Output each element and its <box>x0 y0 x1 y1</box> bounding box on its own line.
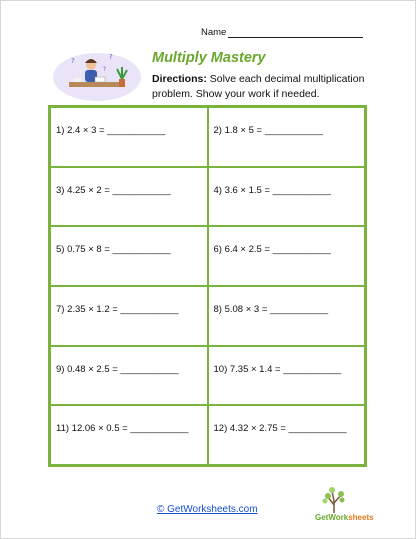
directions <box>152 72 380 102</box>
problem-cell: 2) 1.8 × 5 = ___________ <box>208 107 366 167</box>
directions-text: Solve each decimal multiplication problem. Show your work if needed. <box>152 73 365 100</box>
getworksheets-logo: GetWorksheets <box>315 513 374 522</box>
problem-cell: 3) 4.25 × 2 = ___________ <box>50 167 208 227</box>
problem-cell: 1) 2.4 × 3 = ___________ <box>50 107 208 167</box>
problem-cell: 6) 6.4 × 2.5 = ___________ <box>208 226 366 286</box>
directions-label: Directions: <box>152 73 207 85</box>
name-label: Name <box>201 27 227 38</box>
name-field <box>201 27 363 38</box>
problem-cell: 9) 0.48 × 2.5 = ___________ <box>50 346 208 406</box>
problem-grid <box>48 105 367 467</box>
problem-cell: 5) 0.75 × 8 = ___________ <box>50 226 208 286</box>
getworksheets-link[interactable]: © GetWorksheets.com <box>157 504 258 515</box>
svg-text:?: ? <box>103 66 107 73</box>
svg-text:?: ? <box>109 53 113 61</box>
problem-cell: 7) 2.35 × 1.2 = ___________ <box>50 286 208 346</box>
problem-cell: 4) 3.6 × 1.5 = ___________ <box>208 167 366 227</box>
problem-cell: 11) 12.06 × 0.5 = ___________ <box>50 405 208 465</box>
problem-cell: 10) 7.35 × 1.4 = ___________ <box>208 346 366 406</box>
student-illustration <box>51 45 143 103</box>
problem-cell: 8) 5.08 × 3 = ___________ <box>208 286 366 346</box>
svg-text:?: ? <box>71 57 75 65</box>
problem-cell: 12) 4.32 × 2.75 = ___________ <box>208 405 366 465</box>
worksheet-title: Multiply Mastery <box>152 50 266 66</box>
name-line <box>228 29 363 38</box>
